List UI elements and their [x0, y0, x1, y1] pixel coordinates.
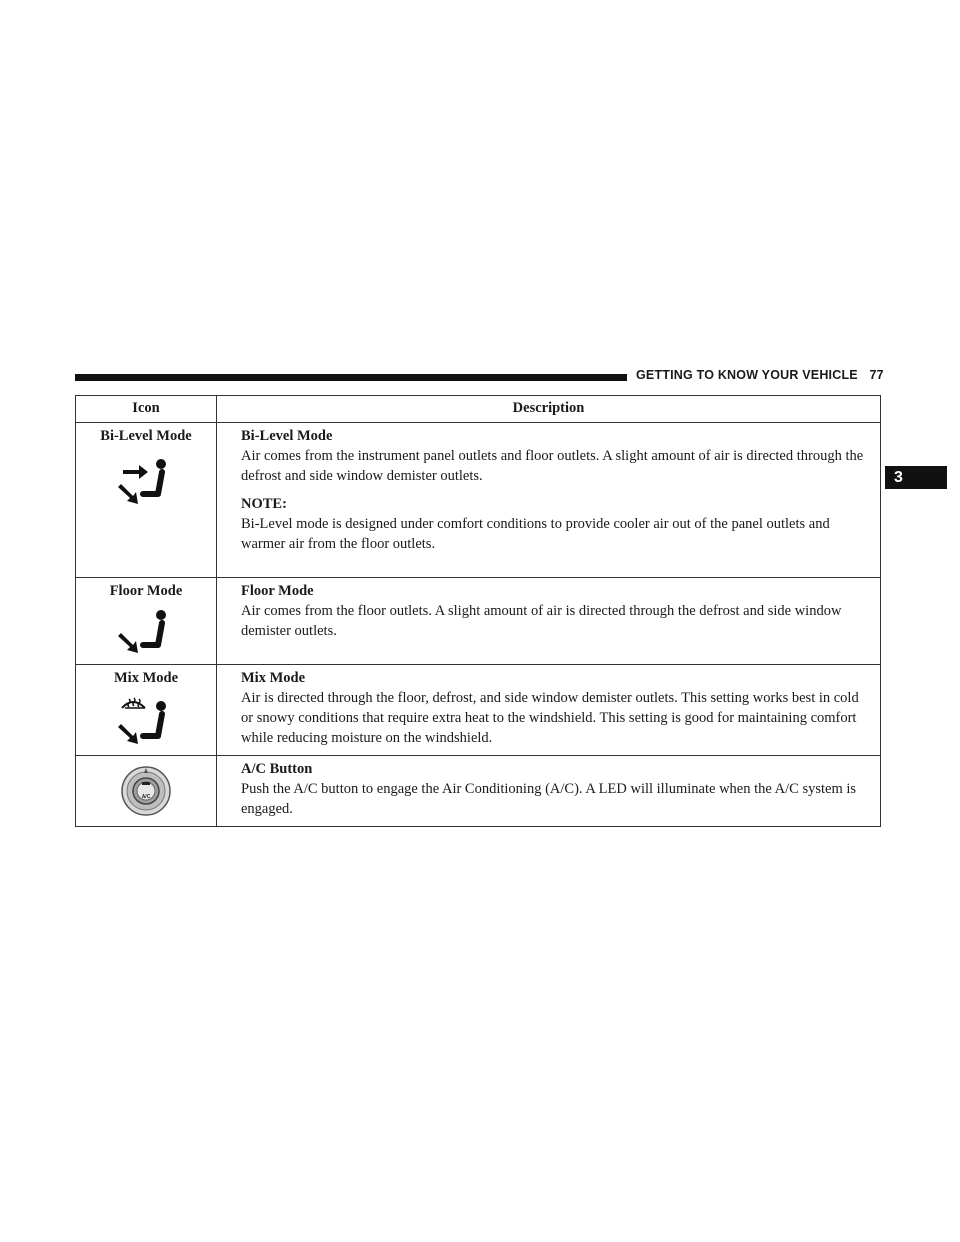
description-text: Push the A/C button to engage the Air Conditioning (A/C). A LED will illuminate when the A/C system is engaged. — [241, 781, 857, 817]
floor-mode-icon — [115, 607, 177, 657]
mode-label: Bi-Level Mode — [100, 428, 192, 444]
description-text: Air is directed through the floor, defrost, and side window demister outlets. This setting works best in cold or snowy conditions that require extra heat to the windshield. This setting is good for maintaining comfort while reducing moisture on the windshield. — [241, 690, 859, 746]
description-title: Floor Mode — [241, 583, 314, 599]
description-cell — [217, 665, 881, 756]
ac-icon-label: A/C — [141, 794, 151, 800]
mode-label: Mix Mode — [113, 670, 179, 686]
table-row — [76, 423, 881, 578]
running-header — [636, 368, 896, 382]
page-number: 77 — [869, 368, 884, 382]
header-rule — [75, 374, 627, 381]
icon-cell — [76, 665, 217, 756]
description-title: Bi-Level Mode — [241, 428, 333, 444]
table-row — [76, 665, 881, 756]
column-header-icon: Icon — [76, 396, 217, 423]
description-text: Air comes from the floor outlets. A slight amount of air is directed through the defrost and side window demister outlets. — [241, 603, 842, 639]
column-header-description: Description — [217, 396, 881, 423]
table-row — [76, 756, 881, 827]
icon-cell — [76, 756, 217, 827]
note-label: NOTE: — [241, 496, 287, 512]
hvac-mode-table — [75, 395, 881, 827]
table-row — [76, 578, 881, 665]
icon-cell — [76, 578, 217, 665]
bi-level-mode-icon — [115, 452, 177, 508]
table-header-row — [76, 396, 881, 423]
description-cell — [217, 756, 881, 827]
section-title: GETTING TO KNOW YOUR VEHICLE — [636, 368, 858, 382]
description-title: Mix Mode — [241, 670, 306, 686]
icon-cell — [76, 423, 217, 578]
note-text: Bi-Level mode is designed under comfort conditions to provide cooler air out of the panel outlets and warmer air from the floor outlets. — [241, 516, 830, 552]
description-title: A/C Button — [241, 761, 313, 777]
description-cell — [217, 578, 881, 665]
mode-label: Floor Mode — [109, 583, 183, 599]
description-text: Air comes from the instrument panel outlets and floor outlets. A slight amount of air is directed through the defrost and side window demister outlets. — [241, 448, 864, 484]
chapter-tab: 3 — [885, 466, 947, 489]
ac-button-icon — [118, 765, 174, 817]
mix-mode-icon — [115, 694, 177, 748]
description-cell — [217, 423, 881, 578]
